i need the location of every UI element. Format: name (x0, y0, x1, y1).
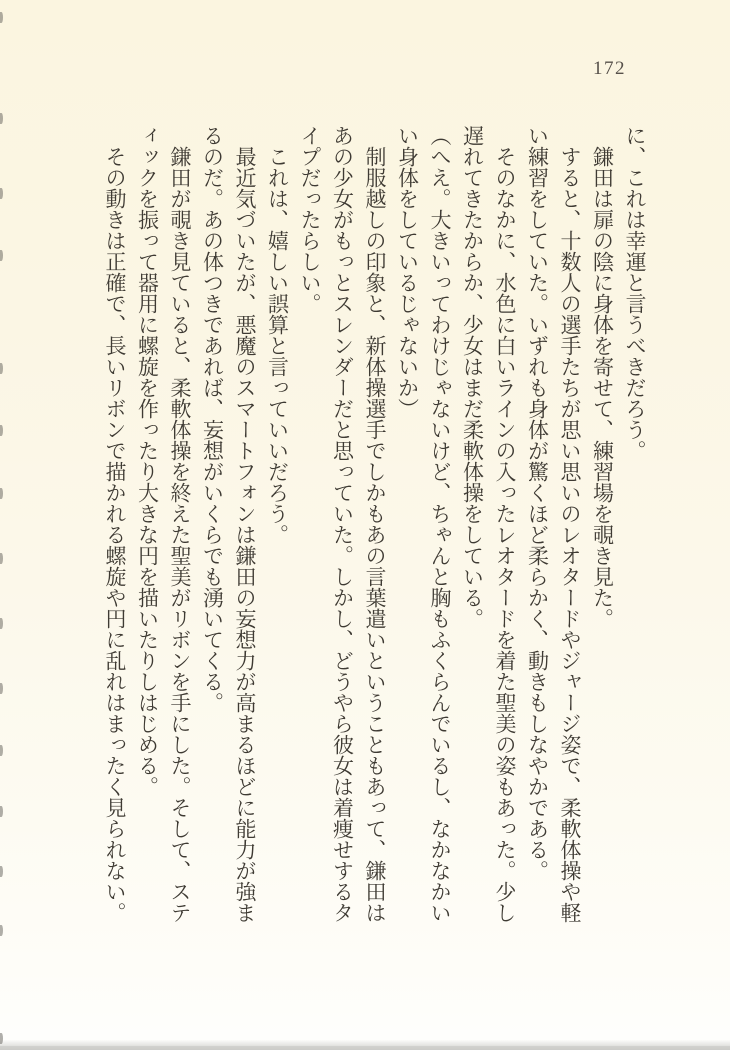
page-edge-mark (0, 425, 3, 436)
paragraph: その動きは正確で、長いリボンで描かれる螺旋や円に乱れはまったく見られない。 (103, 146, 127, 923)
page-edge-mark (0, 618, 3, 629)
body-text (99, 125, 652, 923)
paragraph: これは、嬉しい誤算と言っていいだろう。 (265, 146, 290, 545)
page-edge-mark (0, 745, 3, 756)
page-edge-mark (0, 806, 3, 817)
paragraph: （へえ。大きいってわけじゃないけど、ちゃんと胸もふくらんでいるし、なかなかいい身体をしているじゃないか） (395, 125, 452, 923)
paragraph: 鎌田が覗き見ていると、柔軟体操を終えた聖美がリボンを手にした。そして、スティックを振って器用に螺旋を作ったり大きな円を描いたりしはじめる。 (135, 125, 192, 923)
page-edge-mark (0, 113, 3, 124)
page-number: 172 (593, 58, 626, 79)
page-bottom-edge (0, 1046, 730, 1050)
paragraph: に、これは幸運と言うべきだろう。 (623, 125, 647, 461)
page-edge-mark (0, 683, 3, 694)
page-edge-mark (0, 188, 3, 199)
page-edge-mark (0, 1033, 3, 1044)
page-edge-mark (0, 12, 3, 23)
page-edge-mark (0, 363, 3, 374)
page-edge-mark (0, 866, 3, 877)
paragraph: すると、十数人の選手たちが思い思いのレオタードやジャージ姿で、柔軟体操や軽い練習をしていた。いずれも身体が驚くほど柔らかく、動きもしなやかである。 (525, 125, 582, 923)
page-edge-mark (0, 250, 3, 261)
paragraph: 制服越しの印象と、新体操選手でしかもあの言葉遣いということもあって、鎌田はあの少女がもっとスレンダーだと思っていた。しかし、どうやら彼女は着痩せするタイプだったらしい。 (298, 125, 387, 923)
page-edge-mark (0, 488, 3, 499)
paragraph: そのなかに、水色に白いラインの入ったレオタードを着た聖美の姿もあった。少し遅れてきたからか、少女はまだ柔軟体操をしている。 (460, 125, 517, 923)
paragraph: 鎌田は扉の陰に身体を寄せて、練習場を覗き見た。 (590, 146, 615, 629)
paragraph: 最近気づいたが、悪魔のスマートフォンは鎌田の妄想力が高まるほどに能力が強まるのだ。あの体つきであれば、妄想がいくらでも湧いてくる。 (200, 125, 257, 923)
page-edge-mark (0, 925, 3, 936)
page-edge-mark (0, 553, 3, 564)
